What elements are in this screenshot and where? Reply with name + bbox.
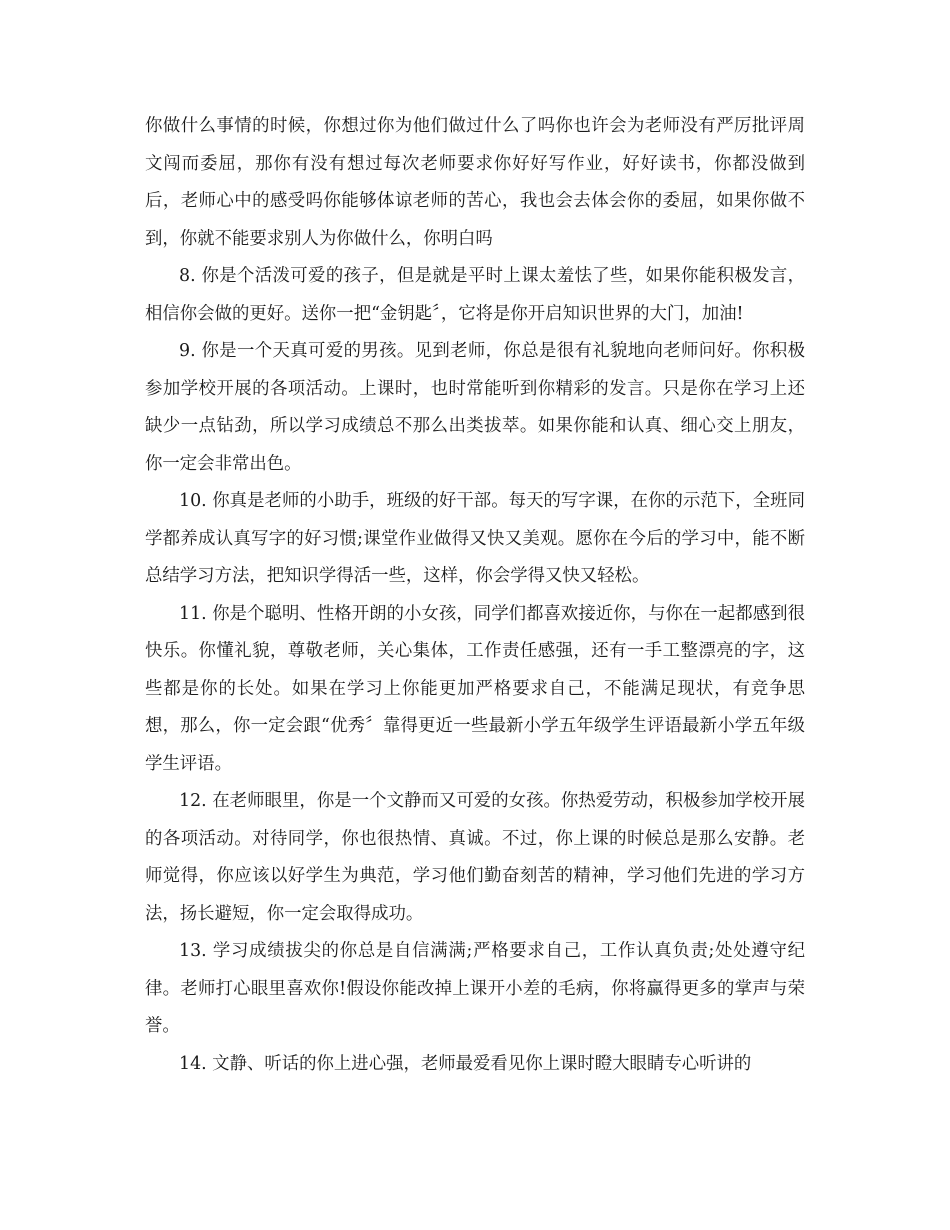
paragraph-continuation: 你做什么事情的时候，你想过你为他们做过什么了吗你也许会为老师没有严厉批评周文闯而委屈，那你有没有想过每次老师要求你好好写作业，好好读书，你都没做到后，老师心中的感受吗你能够体谅老师的苦心，我也会去体会你的委屈，如果你做不到，你就不能要求别人为你做什么，你明白吗 bbox=[145, 116, 805, 249]
paragraph-item-10: 10. 你真是老师的小助手，班级的好干部。每天的写字课，在你的示范下，全班同学都养成认真写字的好习惯;课堂作业做得又快又美观。愿你在今后的学习中，能不断总结学习方法，把知识学得活一些，这样，你会学得又快又轻松。 bbox=[145, 491, 805, 586]
paragraph-item-9: 9. 你是一个天真可爱的男孩。见到老师，你总是很有礼貌地向老师问好。你积极参加学校开展的各项活动。上课时，也时常能听到你精彩的发言。只是你在学习上还缺少一点钻劲，所以学习成绩总不那么出类拔萃。如果你能和认真、细心交上朋友，你一定会非常出色。 bbox=[145, 341, 805, 474]
paragraph-item-8: 8. 你是个活泼可爱的孩子，但是就是平时上课太羞怯了些，如果你能积极发言，相信你会做的更好。送你一把“金钥匙〞，它将是你开启知识世界的大门，加油! bbox=[145, 266, 805, 324]
paragraph-item-14: 14. 文静、听话的你上进心强，老师最爱看见你上课时瞪大眼睛专心听讲的 bbox=[179, 1053, 752, 1074]
document-body bbox=[145, 108, 805, 1083]
paragraph-item-11: 11. 你是个聪明、性格开朗的小女孩，同学们都喜欢接近你，与你在一起都感到很快乐。你懂礼貌，尊敬老师，关心集体，工作责任感强，还有一手工整漂亮的字，这些都是你的长处。如果在学习上你能更加严格要求自己，不能满足现状，有竞争思想，那么，你一定会跟“优秀〞靠得更近一些最新小学五年级学生评语最新小学五年级学生评语。 bbox=[145, 603, 805, 774]
paragraph-item-13: 13. 学习成绩拔尖的你总是自信满满;严格要求自己，工作认真负责;处处遵守纪律。老师打心眼里喜欢你!假设你能改掉上课开小差的毛病，你将赢得更多的掌声与荣誉。 bbox=[145, 941, 805, 1036]
paragraph-item-12: 12. 在老师眼里，你是一个文静而又可爱的女孩。你热爱劳动，积极参加学校开展的各项活动。对待同学，你也很热情、真诚。不过，你上课的时候总是那么安静。老师觉得，你应该以好学生为典范，学习他们勤奋刻苦的精神，学习他们先进的学习方法，扬长避短，你一定会取得成功。 bbox=[145, 791, 805, 924]
